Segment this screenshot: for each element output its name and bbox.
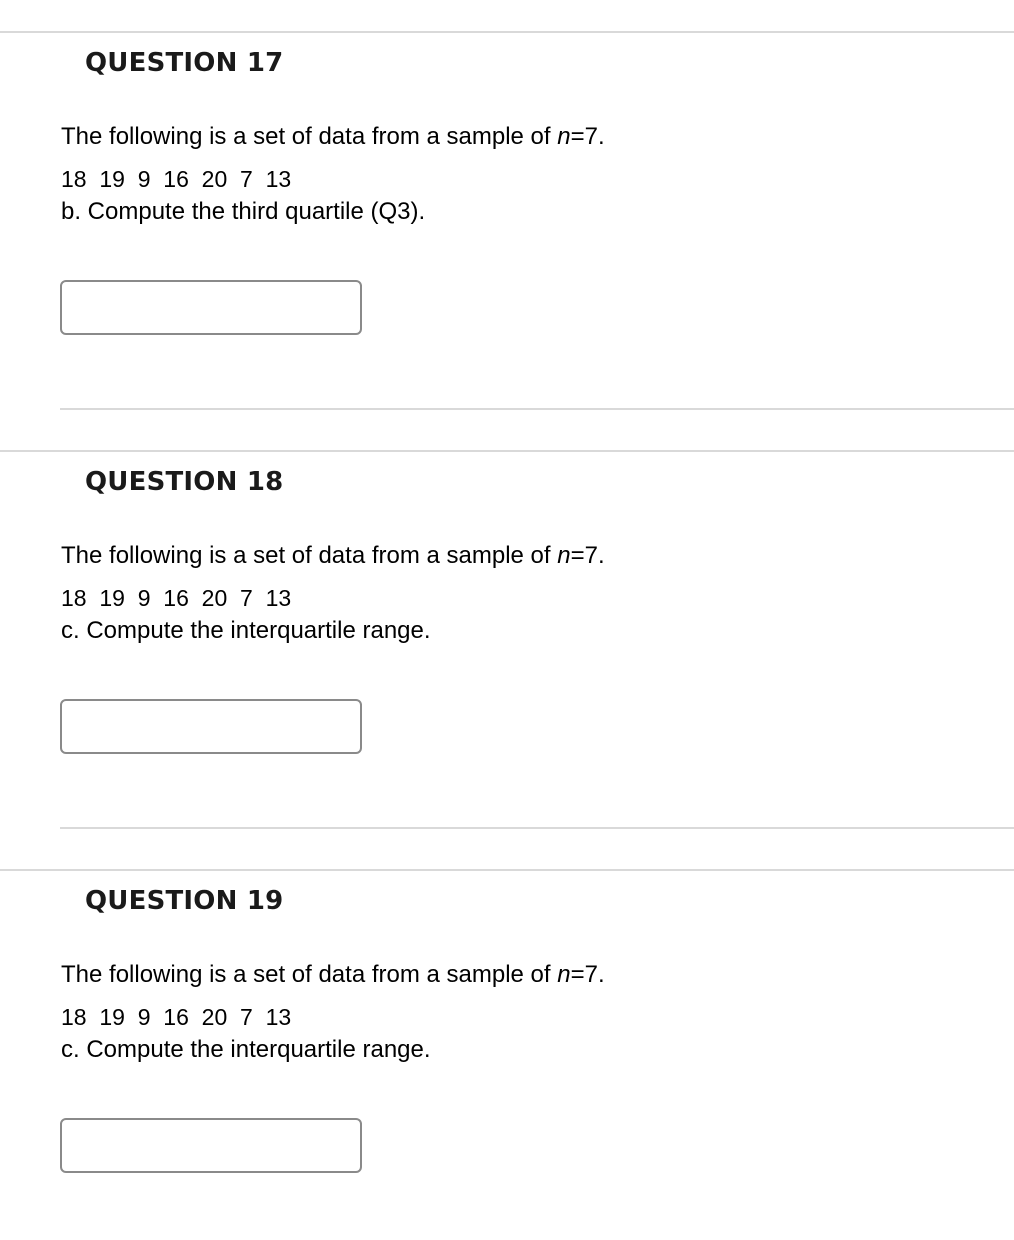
question-18-data: 18 19 9 16 20 7 13 <box>61 585 292 611</box>
question-19-data: 18 19 9 16 20 7 13 <box>61 1004 292 1030</box>
question-17-prompt-var: n <box>557 123 571 150</box>
question-18-prompt-prefix: The following is a set of data from a sample of <box>61 542 558 569</box>
question-18-top-divider <box>0 450 1014 452</box>
question-19-prompt-var: n <box>557 961 571 988</box>
question-17-data: 18 19 9 16 20 7 13 <box>61 166 292 192</box>
question-17-prompt-prefix: The following is a set of data from a sample of <box>61 123 558 150</box>
question-19-answer-input[interactable] <box>60 1118 362 1173</box>
question-17-answer-input[interactable] <box>60 280 362 335</box>
question-17-top-divider <box>0 31 1014 33</box>
question-19-top-divider <box>0 869 1014 871</box>
question-19-title: QUESTION 19 <box>85 886 284 916</box>
question-19-prompt-suffix: =7. <box>570 961 605 988</box>
question-17-title: QUESTION 17 <box>85 48 284 78</box>
question-19-prompt-prefix: The following is a set of data from a sample of <box>61 961 558 988</box>
question-18-prompt-suffix: =7. <box>570 542 605 569</box>
question-17-sub-question: b. Compute the third quartile (Q3). <box>61 198 426 225</box>
question-17-prompt-suffix: =7. <box>570 123 605 150</box>
question-18-title: QUESTION 18 <box>85 467 284 497</box>
question-18-prompt-var: n <box>557 542 571 569</box>
question-17-prompt <box>61 125 605 149</box>
question-17-bottom-divider <box>60 408 1014 410</box>
question-19-prompt <box>61 963 605 987</box>
question-19-sub-question: c. Compute the interquartile range. <box>61 1036 431 1063</box>
question-18-prompt <box>61 544 605 568</box>
question-18-answer-input[interactable] <box>60 699 362 754</box>
question-18-bottom-divider <box>60 827 1014 829</box>
question-18-sub-question: c. Compute the interquartile range. <box>61 617 431 644</box>
